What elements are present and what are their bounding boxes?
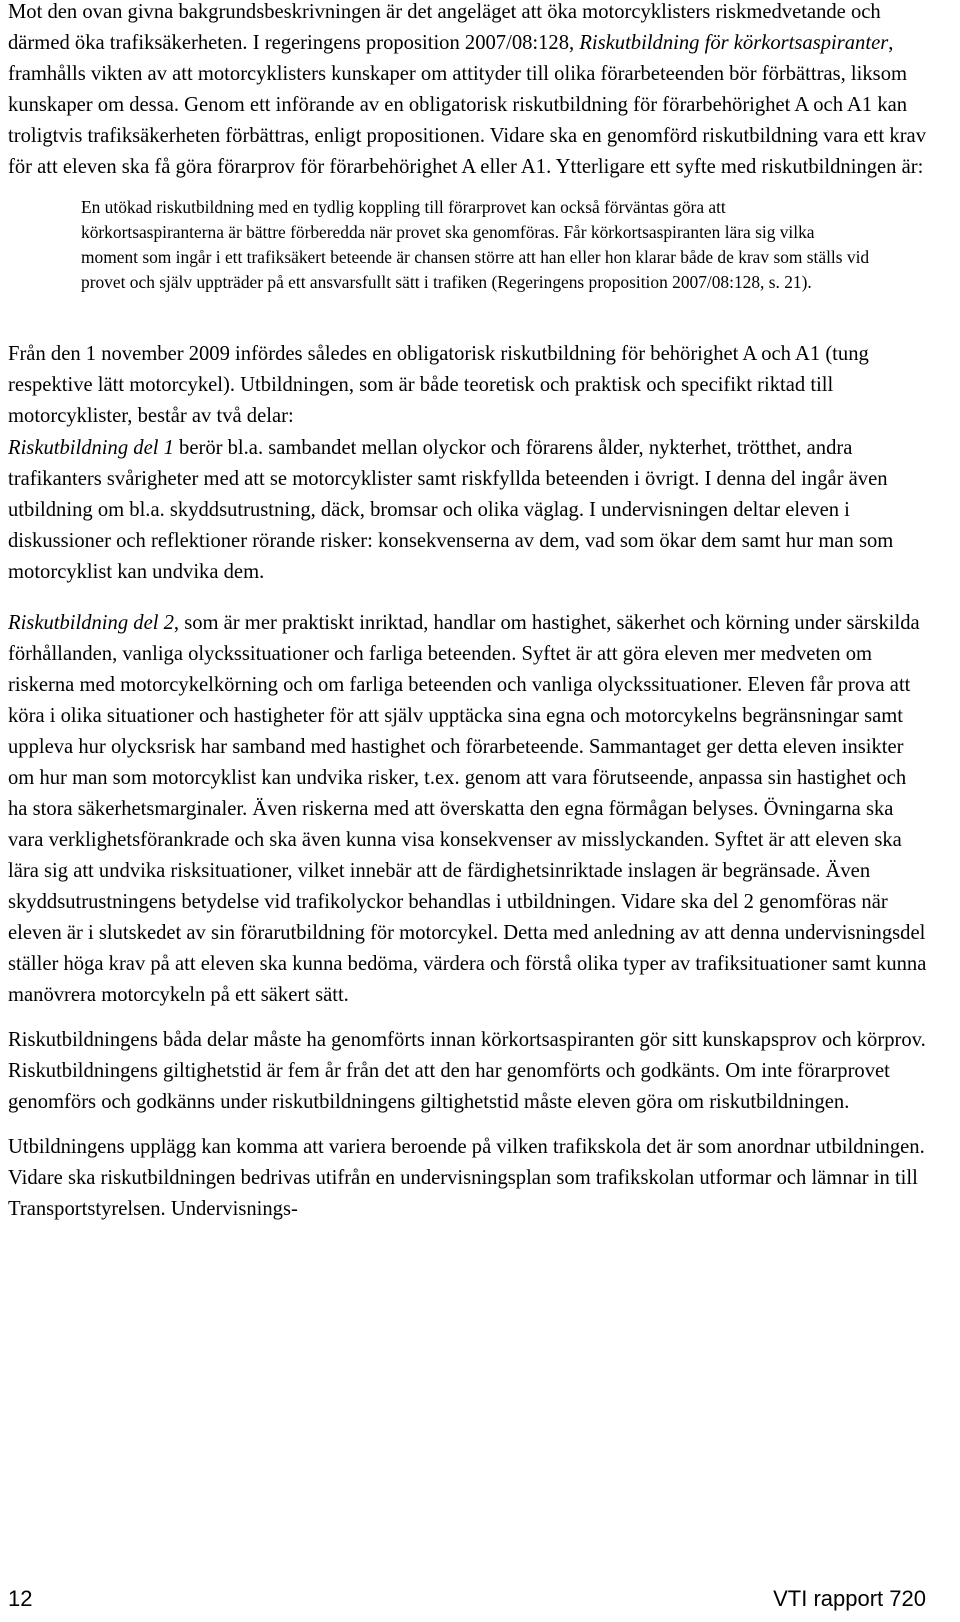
report-title: VTI rapport 720 (773, 1586, 926, 1611)
paragraph-arrangement (8, 1132, 928, 1225)
italic-text-run: Riskutbildning för körkortsaspiranter (579, 32, 889, 54)
paragraph-introduction-2009 (8, 339, 928, 432)
paragraph-validity (8, 1025, 928, 1118)
paragraph-intro (8, 0, 928, 183)
text-run: , framhålls vikten av att motorcyklisters kunskaper om attityder till olika förarbeteenden bör förbättras, liksom kunskaper om dessa. Genom ett införande av en obligatorisk riskutbildning för förarbehörighet A och A1 kan troligtvis trafiksäkerheten förbättras, enligt propositionen. Vidare ska en genomförd riskutbildning vara ett krav för att eleven ska få göra förarprov för förarbehörighet A eller A1. Ytterligare ett syfte med riskutbildningen är: (8, 32, 926, 178)
text-run: Mot den ovan givna bakgrundsbeskrivningen är det angeläget att öka motorcyklisters riskmedvetande och därmed öka trafiksäkerheten. I regeringens proposition 2007/08:128, (8, 1, 881, 54)
text-run: berör bl.a. sambandet mellan olyckor och förarens ålder, nykterhet, trötthet, andra trafikanters svårigheter med att se motorcyklister samt riskfyllda beteenden i övrigt. I denna del ingår även utbildning om bl.a. skyddsutrustning, däck, bromsar och olika väglag. I undervisningen deltar eleven i diskussioner och reflektioner rörande risker: konsekvenserna av dem, vad som ökar dem samt hur man som motorcyklist kan undvika dem. (8, 437, 894, 583)
text-run: Riskutbildningens båda delar måste ha genomförts innan körkortsaspiranten gör sitt kunskapsprov och körprov. Riskutbildningens giltighetstid är fem år från det att den har genomförts och godkänts. Om inte förarprovet genomförs och godkänns under riskutbildningens giltighetstid måste eleven göra om riskutbildningen. (8, 1029, 926, 1113)
paragraph-del-2 (8, 608, 928, 1011)
text-run: Utbildningens upplägg kan komma att variera beroende på vilken trafikskola det är som anordnar utbildningen. Vidare ska riskutbildningen bedrivas utifrån en undervisningsplan som trafikskolan utformar och lämnar in till Transportstyrelsen. Undervisnings- (8, 1136, 925, 1220)
block-quote (81, 195, 871, 295)
text-run: Från den 1 november 2009 infördes således en obligatorisk riskutbildning för behörighet A och A1 (tung respektive lätt motorcykel). Utbildningen, som är både teoretisk och praktisk och specifikt riktad till motorcyklister, består av två delar: (8, 343, 869, 427)
paragraph-del-1 (8, 433, 928, 588)
text-run: , som är mer praktiskt inriktad, handlar om hastighet, säkerhet och körning under särskilda förhållanden, vanliga olyckssituationer och farliga beteenden. Syftet är att göra eleven mer medveten om riskerna med motorcykelkörning och om farliga beteenden och vanliga olyckssituationer. Eleven får prova att köra i olika situationer och hastigheter för att själv upptäcka sina egna och motorcykelns begränsningar samt uppleva hur olycksrisk har samband med hastighet och förarbeteende. Sammantaget ger detta eleven insikter om hur man som motorcyklist kan undvika risker, t.ex. genom att vara förutseende, anpassa sin hastighet och ha stora säkerhetsmarginaler. Även riskerna med att överskatta den egna förmågan belyses. Övningarna ska vara verklighetsförankrade och ska även kunna visa konsekvenser av misslyckanden. Syftet är att eleven ska lära sig att undvika risksituationer, vilket innebär att de färdighetsinriktade inslagen är begränsade. Även skyddsutrustningens betydelse vid trafikolyckor behandlas i utbildningen. Vidare ska del 2 genomföras när eleven är i slutskedet av sin förarutbildning för motorcykel. Detta med anledning av att denna undervisningsdel ställer höga krav på att eleven ska kunna bedöma, värdera och förstå olika typer av trafiksituationer samt kunna manövrera motorcykeln på ett säkert sätt. (8, 612, 927, 1006)
text-run: En utökad riskutbildning med en tydlig koppling till förarprovet kan också förväntas göra att körkortsaspiranterna är bättre förberedda när provet ska genomföras. Får körkortsaspiranten lära sig vilka moment som ingår i ett trafiksäkert beteende är chansen större att han eller hon klarar både de krav som ställs vid provet och själv uppträder på ett ansvarsfullt sätt i trafiken (Regeringens proposition 2007/08:128, s. 21). (81, 197, 870, 292)
page-number: 12 (8, 1586, 33, 1611)
italic-text-run: Riskutbildning del 2 (8, 612, 174, 634)
document-page (8, 0, 928, 1225)
italic-text-run: Riskutbildning del 1 (8, 437, 174, 459)
